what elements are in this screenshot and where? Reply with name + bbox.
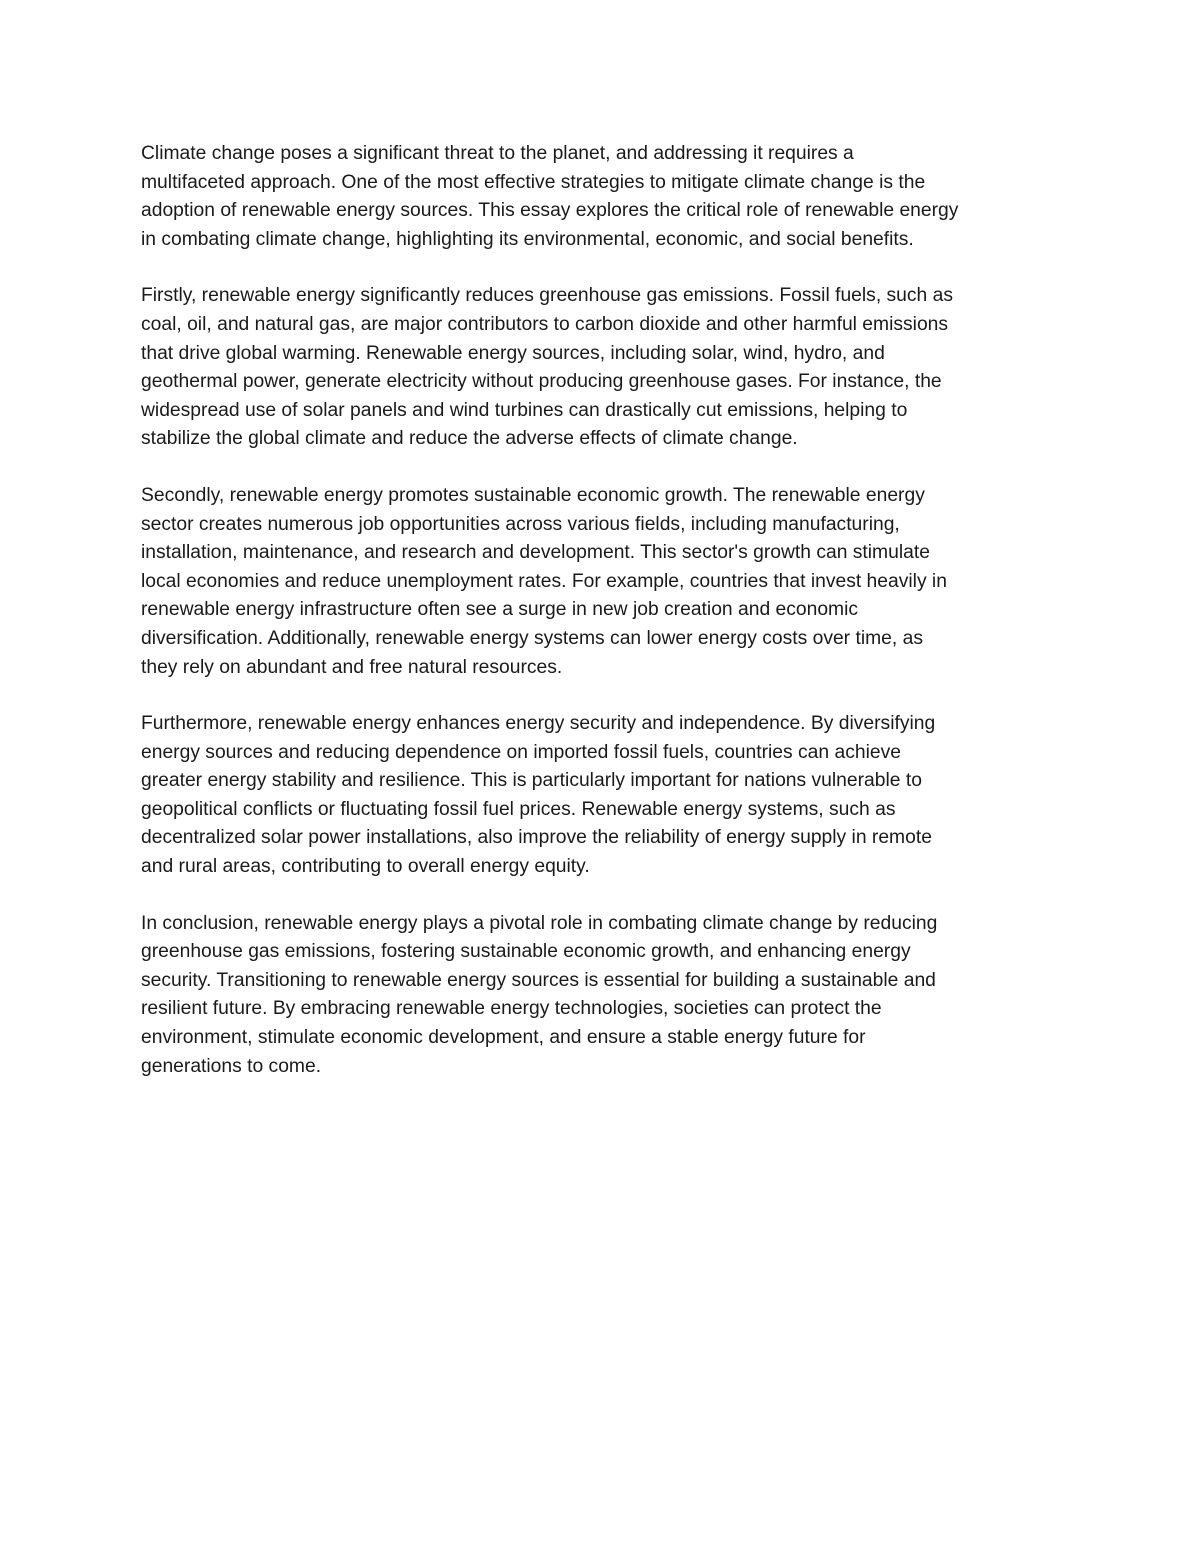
paragraph-economic-growth: Secondly, renewable energy promotes sustainable economic growth. The renewable energy sector creates numerous job opportunities across various fields, including manufacturing, installation, maintenance, and research and development. This sector's growth can stimulate local economies and reduce unemployment rates. For example, countries that invest heavily in renewable energy infrastructure often see a surge in new job creation and economic diversification. Additionally, renewable energy systems can lower energy costs over time, as they rely on abundant and free natural resources. — [141, 484, 947, 678]
paragraph-conclusion: In conclusion, renewable energy plays a pivotal role in combating climate change by reducing greenhouse gas emissions, fostering sustainable economic growth, and enhancing energy security. Transitioning to renewable energy sources is essential for building a sustainable and resilient future. By embracing renewable energy technologies, societies can protect the environment, stimulate economic development, and ensure a stable energy future for generations to come. — [141, 912, 938, 1077]
paragraph-introduction: Climate change poses a significant threat to the planet, and addressing it requires a multifaceted approach. One of the most effective strategies to mitigate climate change is the adoption of renewable energy sources. This essay explores the critical role of renewable energy in combating climate change, highlighting its environmental, economic, and social benefits. — [141, 143, 959, 250]
paragraph-emissions: Firstly, renewable energy significantly reduces greenhouse gas emissions. Fossil fuels, such as coal, oil, and natural gas, are major contributors to carbon dioxide and other harmful emissions that drive global warming. Renewable energy sources, including solar, wind, hydro, and geothermal power, generate electricity without producing greenhouse gases. For instance, the widespread use of solar panels and wind turbines can drastically cut emissions, helping to stabilize the global climate and reduce the adverse effects of climate change. — [141, 285, 953, 450]
paragraph-energy-security: Furthermore, renewable energy enhances energy security and independence. By diversifying energy sources and reducing dependence on imported fossil fuels, countries can achieve greater energy stability and resilience. This is particularly important for nations vulnerable to geopolitical conflicts or fluctuating fossil fuel prices. Renewable energy systems, such as decentralized solar power installations, also improve the reliability of energy supply in remote and rural areas, contributing to overall energy equity. — [141, 713, 936, 878]
document-body — [141, 140, 1066, 1109]
